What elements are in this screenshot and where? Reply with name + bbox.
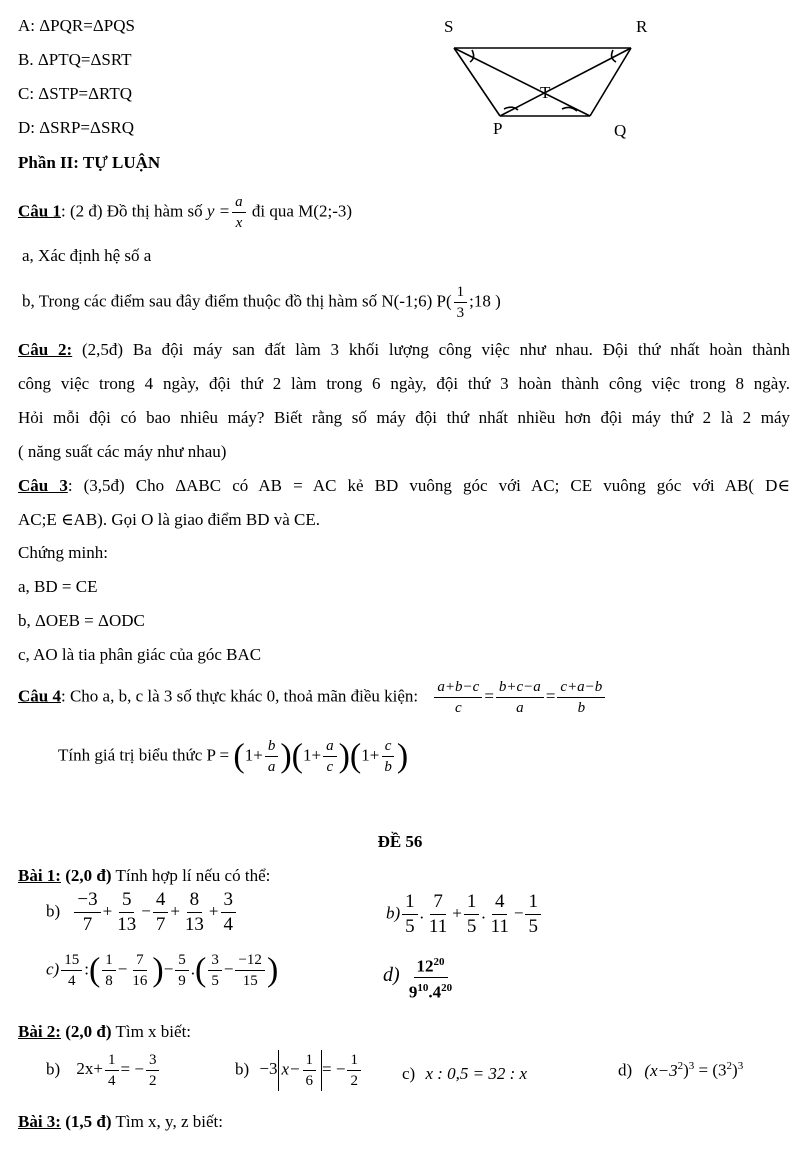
- option-b: B. ΔPTQ=ΔSRT: [18, 50, 132, 69]
- label-s: S: [444, 17, 454, 36]
- q1-label: Câu 1: [18, 201, 61, 221]
- option-c: C: ΔSTP=ΔRTQ: [18, 84, 133, 103]
- q4-expression: Tính giá trị biểu thức P = (1+ $\frac{b}{a}$ )(1+ $\frac{a}{c}$ )(1+ $\frac{c}{b}$ ): [58, 737, 409, 775]
- option-d: D: ΔSRP=ΔSRQ: [18, 118, 135, 137]
- bai1-c: c) $\frac{15}{4}$ :( $\frac{1}{8}$ − $\frac{7}{16}$ )− $\frac{5}{9}$ .( $\frac{3}{5}$ − $\frac{-12}{15}$ ): [46, 951, 279, 989]
- question-1: Câu 1: (2 đ) Đồ thị hàm số y = $\frac{a}{x}$ đi qua M(2;-3): [18, 194, 353, 231]
- label-t: T: [540, 83, 551, 102]
- q3-line-1: Câu 3: (3,5đ) Cho ΔABC có AB = AC kẻ BD vuông góc với AC; CE vuông góc với AB( D∈: [18, 476, 791, 495]
- bai3-heading: Bài 3: (1,5 đ) Tìm x, y, z biết:: [18, 1112, 223, 1131]
- question-4: Câu 4: Cho a, b, c là 3 số thực khác 0, thoả mãn điều kiện: $\frac{a+b-c}{c}$ = $\frac{b+c-a}{a}$ = $\frac{c+a-b}{b}$: [18, 677, 607, 718]
- label-p: P: [493, 119, 503, 138]
- bai2-b: b) −3 x− $\frac{1}{6}$ = − $\frac{1}{2}$: [235, 1050, 363, 1091]
- q2-line-3: Hỏi mỗi đội có bao nhiêu máy? Biết rằng số máy đội thứ nhất nhiều hơn đội máy thứ 2 là 2 máy: [18, 408, 790, 427]
- bai1-a: b) $\frac{-3}{7}$ + $\frac{5}{13}$ − $\frac{4}{7}$ + $\frac{8}{13}$ + $\frac{3}{4}$: [46, 888, 238, 937]
- bai2-c: c) x : 0,5 = 32 : x: [402, 1064, 528, 1083]
- label-r: R: [636, 17, 648, 36]
- q3-part-a: a, BD = CE: [18, 577, 98, 596]
- q3-part-b: b, ΔOEB = ΔODC: [18, 611, 145, 630]
- bai2-d: d) $(x-3^2)^3 = (3^2)^3$: [618, 1060, 744, 1080]
- bai1-d: d) $\frac{12^{20}}{9^{10}.4^{20}}$: [383, 952, 457, 1002]
- label-q: Q: [614, 121, 627, 140]
- bai2-a: b) 2x+ $\frac{1}{4}$ = − $\frac{3}{2}$: [46, 1050, 161, 1091]
- q3-prove: Chứng minh:: [18, 543, 108, 562]
- q2-line-1: Câu 2: (2,5đ) Ba đội máy san đất làm 3 khối lượng công việc như nhau. Đội thứ nhất hoàn thành: [18, 340, 790, 359]
- bai1-b: b) $\frac{1}{5}$ . $\frac{7}{11}$ + $\frac{1}{5}$ . $\frac{4}{11}$ − $\frac{1}{5}$: [386, 890, 543, 939]
- q2-line-2: công việc trong 4 ngày, đội thứ 2 làm trong 6 ngày, đội thứ 3 hoàn thành công việc trong 8 ngày.: [18, 374, 790, 393]
- trapezoid-figure: [440, 10, 670, 140]
- q3-part-c: c, AO là tia phân giác của góc BAC: [18, 645, 262, 664]
- q1-part-b: b, Trong các điểm sau đây điểm thuộc đồ thị hàm số N(-1;6) P( $\frac{1}{3}$ ;18 ): [22, 284, 501, 321]
- exam-title: ĐỀ 56: [377, 832, 423, 851]
- bai1-heading: Bài 1: (2,0 đ) Tính hợp lí nếu có thể:: [18, 866, 271, 885]
- q1-part-a: a, Xác định hệ số a: [22, 246, 152, 265]
- part2-title: Phần II: TỰ LUẬN: [18, 153, 161, 172]
- option-a: A: ΔPQR=ΔPQS: [18, 16, 135, 35]
- q3-line-2: AC;E ∈AB). Gọi O là giao điểm BD và CE.: [18, 510, 321, 529]
- q2-line-4: ( năng suất các máy như nhau): [18, 442, 227, 461]
- bai2-heading: Bài 2: (2,0 đ) Tìm x biết:: [18, 1022, 192, 1041]
